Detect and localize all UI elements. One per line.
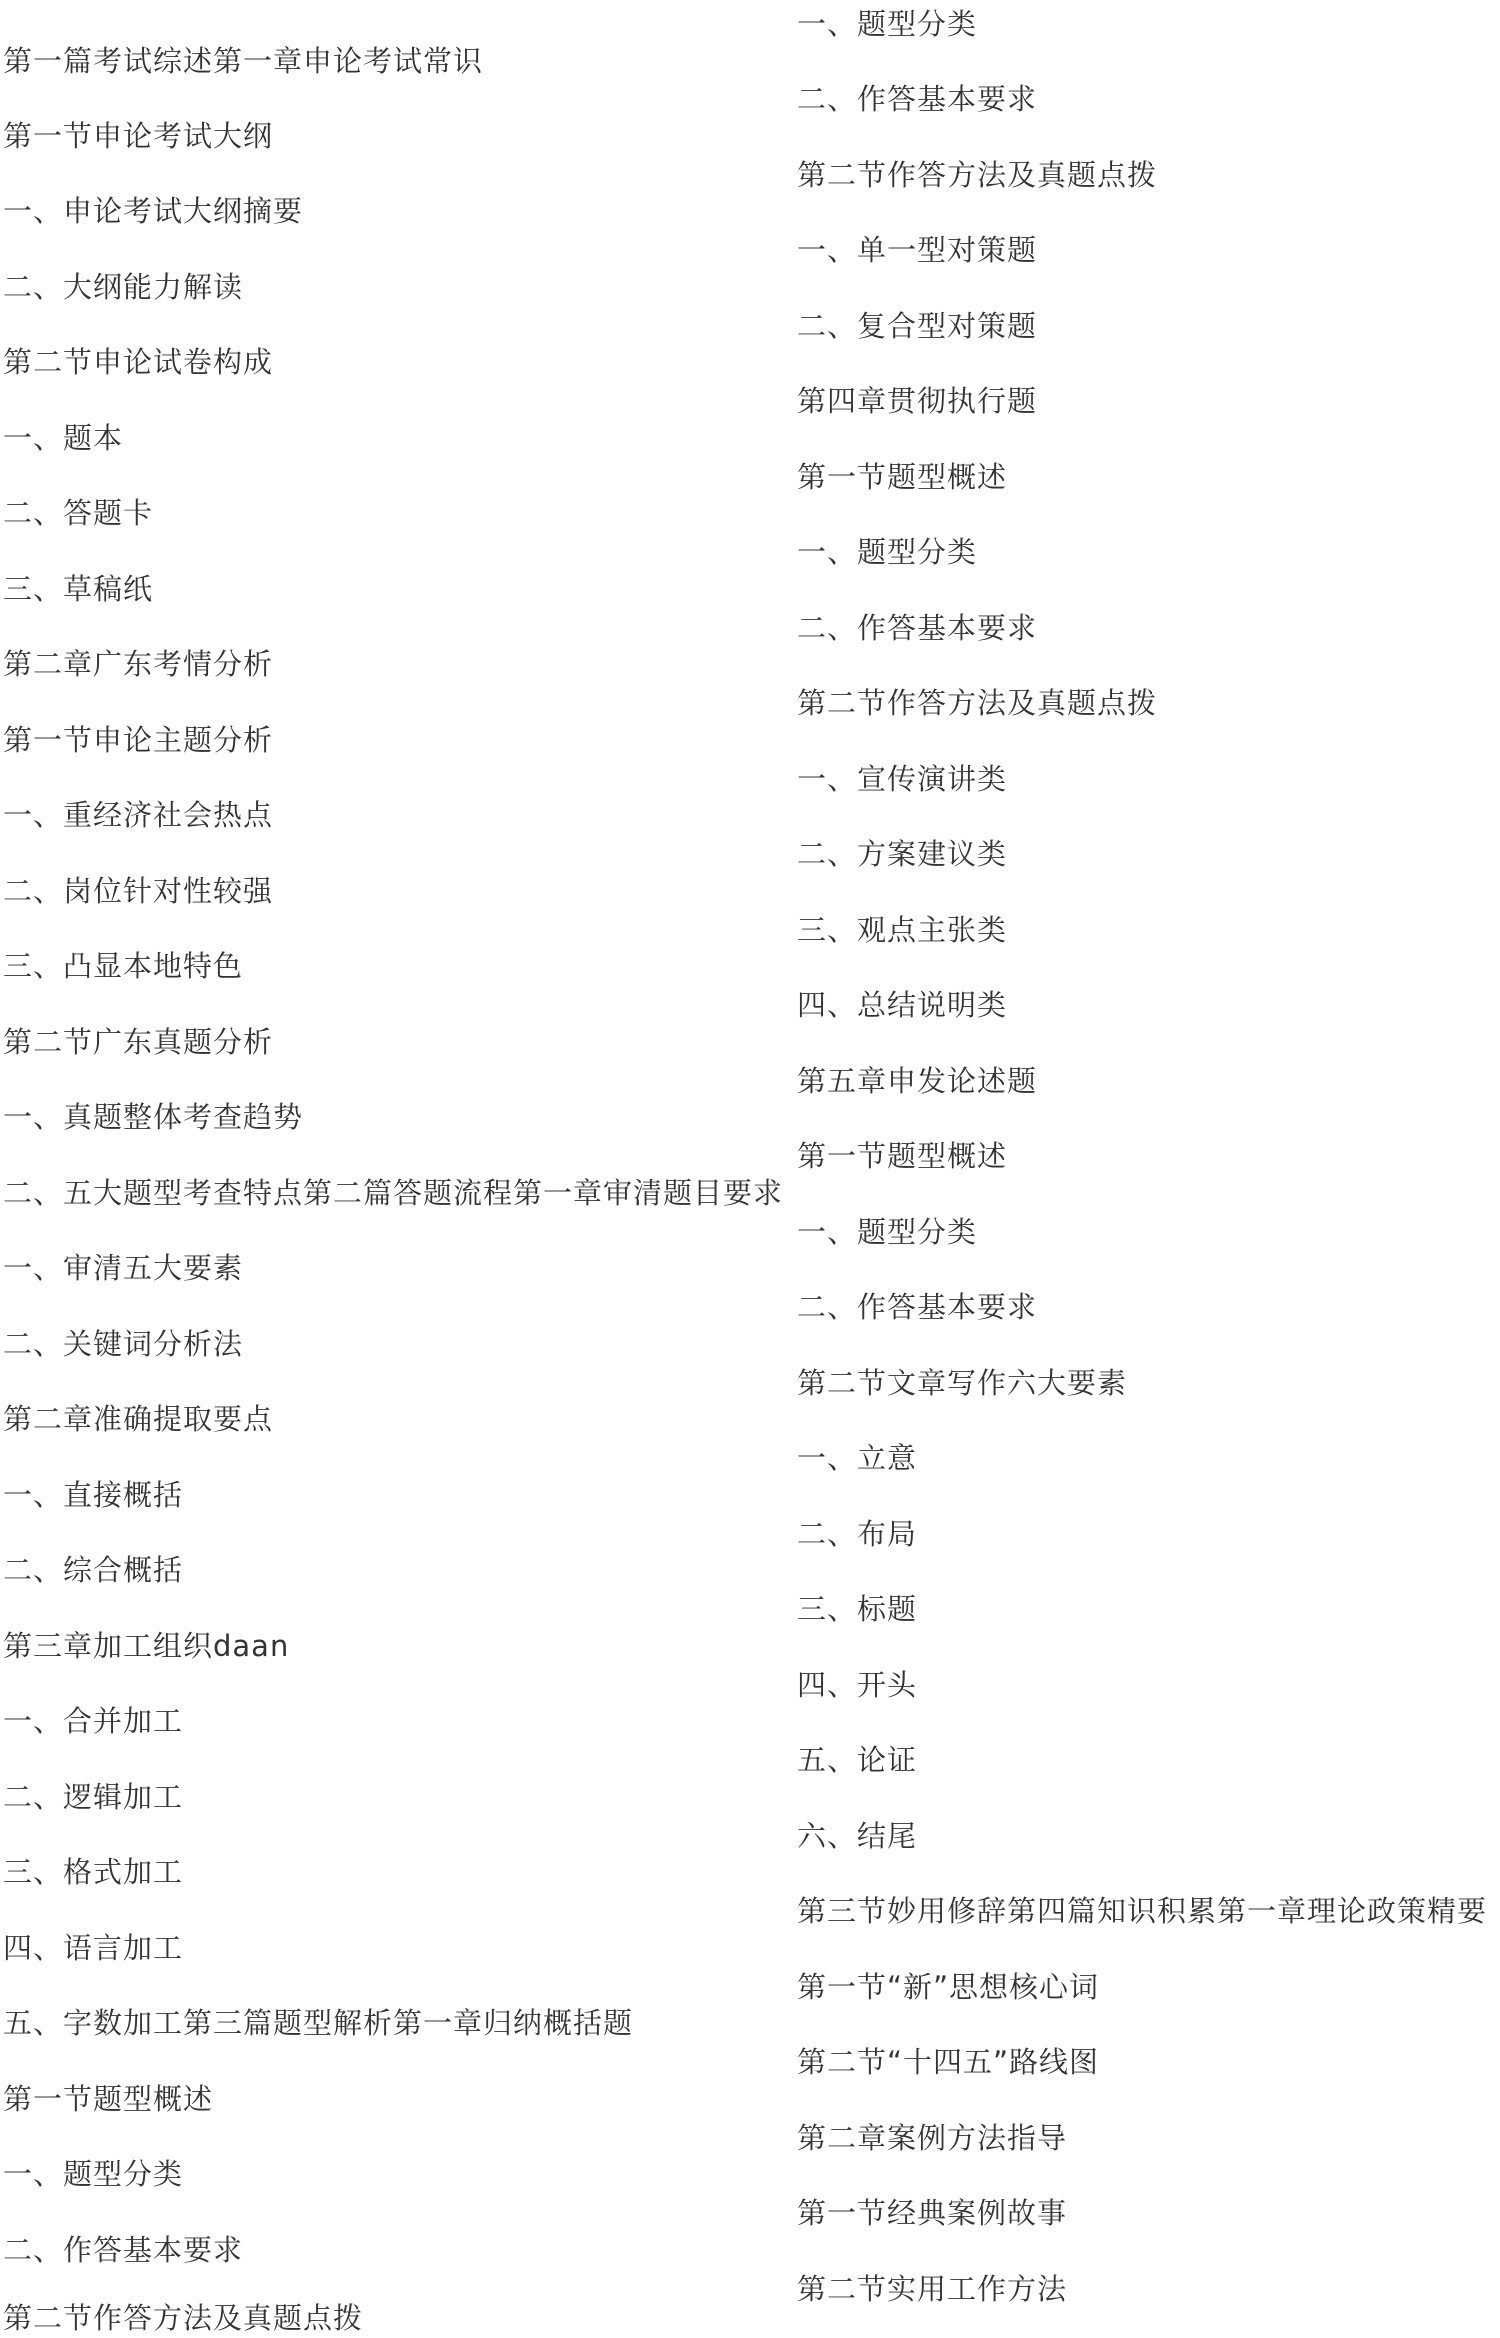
toc-line: 三、草稿纸 xyxy=(3,572,154,606)
toc-line: 第一篇考试综述第一章申论考试常识 xyxy=(3,44,484,78)
toc-line: 二、作答基本要求 xyxy=(797,82,1038,116)
toc-line: 一、宣传演讲类 xyxy=(797,762,1008,796)
toc-line: 一、立意 xyxy=(797,1441,918,1475)
toc-line: 一、真题整体考查趋势 xyxy=(3,1100,304,1134)
toc-line: 第四章贯彻执行题 xyxy=(797,384,1038,418)
toc-line: 一、题本 xyxy=(3,421,124,455)
toc-line: 第二节“十四五”路线图 xyxy=(797,2045,1100,2079)
toc-line: 六、结尾 xyxy=(797,1819,918,1853)
toc-line: 第一节题型概述 xyxy=(797,460,1008,494)
toc-line: 三、观点主张类 xyxy=(797,913,1008,947)
toc-line: 二、作答基本要求 xyxy=(797,611,1038,645)
toc-line: 第二节实用工作方法 xyxy=(797,2272,1068,2306)
toc-line: 一、题型分类 xyxy=(797,1215,978,1249)
toc-line: 二、复合型对策题 xyxy=(797,309,1038,343)
toc-line: 一、题型分类 xyxy=(797,535,978,569)
toc-line: 第二节作答方法及真题点拨 xyxy=(797,686,1158,720)
toc-line: 第二节文章写作六大要素 xyxy=(797,1366,1128,1400)
toc-line: 第二节作答方法及真题点拨 xyxy=(797,158,1158,192)
toc-line: 四、语言加工 xyxy=(3,1931,184,1965)
toc-line: 一、审清五大要素 xyxy=(3,1251,244,1285)
toc-line: 二、五大题型考查特点第二篇答题流程第一章审清题目要求 xyxy=(3,1176,784,1210)
toc-line: 第三章加工组织daan xyxy=(3,1629,290,1663)
toc-line: 第一节经典案例故事 xyxy=(797,2196,1068,2230)
toc-line: 第二章案例方法指导 xyxy=(797,2121,1068,2155)
toc-line: 第一节题型概述 xyxy=(797,1139,1008,1173)
toc-line: 第二节广东真题分析 xyxy=(3,1025,274,1059)
toc-line: 一、重经济社会热点 xyxy=(3,798,274,832)
toc-line: 二、大纲能力解读 xyxy=(3,270,244,304)
toc-line: 第一节题型概述 xyxy=(3,2082,214,2116)
toc-line: 第二节申论试卷构成 xyxy=(3,345,274,379)
toc-line: 第五章申发论述题 xyxy=(797,1064,1038,1098)
toc-line: 第一节申论考试大纲 xyxy=(3,119,274,153)
toc-line: 第二章准确提取要点 xyxy=(3,1402,274,1436)
toc-line: 三、格式加工 xyxy=(3,1855,184,1889)
toc-line: 四、开头 xyxy=(797,1668,918,1702)
toc-line: 二、综合概括 xyxy=(3,1553,184,1587)
toc-line: 第二章广东考情分析 xyxy=(3,647,274,681)
toc-line: 五、字数加工第三篇题型解析第一章归纳概括题 xyxy=(3,2006,634,2040)
toc-line: 一、题型分类 xyxy=(797,7,978,41)
toc-line: 一、合并加工 xyxy=(3,1704,184,1738)
toc-line: 二、岗位针对性较强 xyxy=(3,874,274,908)
toc-line: 四、总结说明类 xyxy=(797,988,1008,1022)
toc-line: 二、方案建议类 xyxy=(797,837,1008,871)
toc-line: 二、布局 xyxy=(797,1517,918,1551)
toc-line: 五、论证 xyxy=(797,1743,918,1777)
toc-line: 一、直接概括 xyxy=(3,1478,184,1512)
toc-line: 第一节申论主题分析 xyxy=(3,723,274,757)
toc-line: 一、题型分类 xyxy=(3,2157,184,2191)
toc-line: 第二节作答方法及真题点拨 xyxy=(3,2301,364,2335)
toc-line: 一、申论考试大纲摘要 xyxy=(3,194,304,228)
toc-line: 三、标题 xyxy=(797,1592,918,1626)
toc-line: 二、作答基本要求 xyxy=(797,1290,1038,1324)
toc-line: 二、作答基本要求 xyxy=(3,2233,244,2267)
toc-line: 二、关键词分析法 xyxy=(3,1327,244,1361)
toc-line: 第一节“新”思想核心词 xyxy=(797,1970,1100,2004)
toc-line: 二、答题卡 xyxy=(3,496,154,530)
toc-line: 第三节妙用修辞第四篇知识积累第一章理论政策精要 xyxy=(797,1894,1488,1928)
toc-line: 二、逻辑加工 xyxy=(3,1780,184,1814)
toc-line: 三、凸显本地特色 xyxy=(3,949,244,983)
toc-line: 一、单一型对策题 xyxy=(797,233,1038,267)
